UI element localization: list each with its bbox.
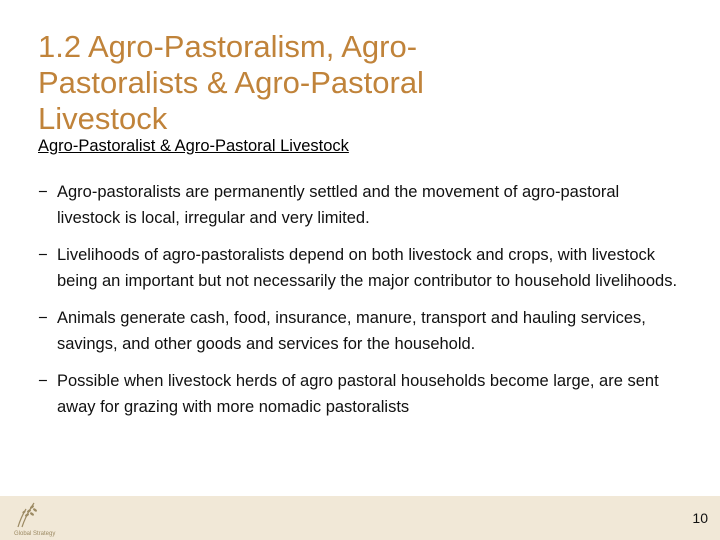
- title-line-2: Pastoralists & Agro-Pastoral: [38, 64, 424, 100]
- wheat-logo-icon: [8, 497, 64, 539]
- section-subheading: Agro-Pastoralist & Agro-Pastoral Livestock: [38, 137, 349, 155]
- dash-bullet-icon: −: [38, 372, 48, 390]
- bullet-text: Agro-pastoralists are permanently settled and the movement of agro-pastoral livestock is local, irregular and very limited.: [57, 183, 620, 227]
- title-line-3: Livestock: [38, 100, 168, 136]
- bullet-text: Possible when livestock herds of agro pastoral households become large, are sent away for grazing with more nomadic pastoralists: [57, 372, 659, 416]
- bullet-item: [38, 179, 678, 231]
- footer-band: [0, 496, 720, 540]
- slide-title: [38, 29, 698, 137]
- bullet-text: Animals generate cash, food, insurance, manure, transport and hauling services, savings, and other goods and services for the household.: [57, 309, 646, 353]
- bullet-item: [38, 242, 678, 294]
- logo-text: Global Strategy: [14, 531, 56, 537]
- dash-bullet-icon: −: [38, 309, 48, 327]
- bullet-list: [38, 179, 678, 431]
- dash-bullet-icon: −: [38, 183, 48, 201]
- bullet-item: [38, 368, 678, 420]
- bullet-item: [38, 305, 678, 357]
- dash-bullet-icon: −: [38, 246, 48, 264]
- title-line-1: 1.2 Agro-Pastoralism, Agro-: [38, 28, 418, 64]
- page-number: 10: [692, 510, 708, 526]
- bullet-text: Livelihoods of agro-pastoralists depend on both livestock and crops, with livestock being an important but not necessarily the major contributor to household livelihoods.: [57, 246, 678, 290]
